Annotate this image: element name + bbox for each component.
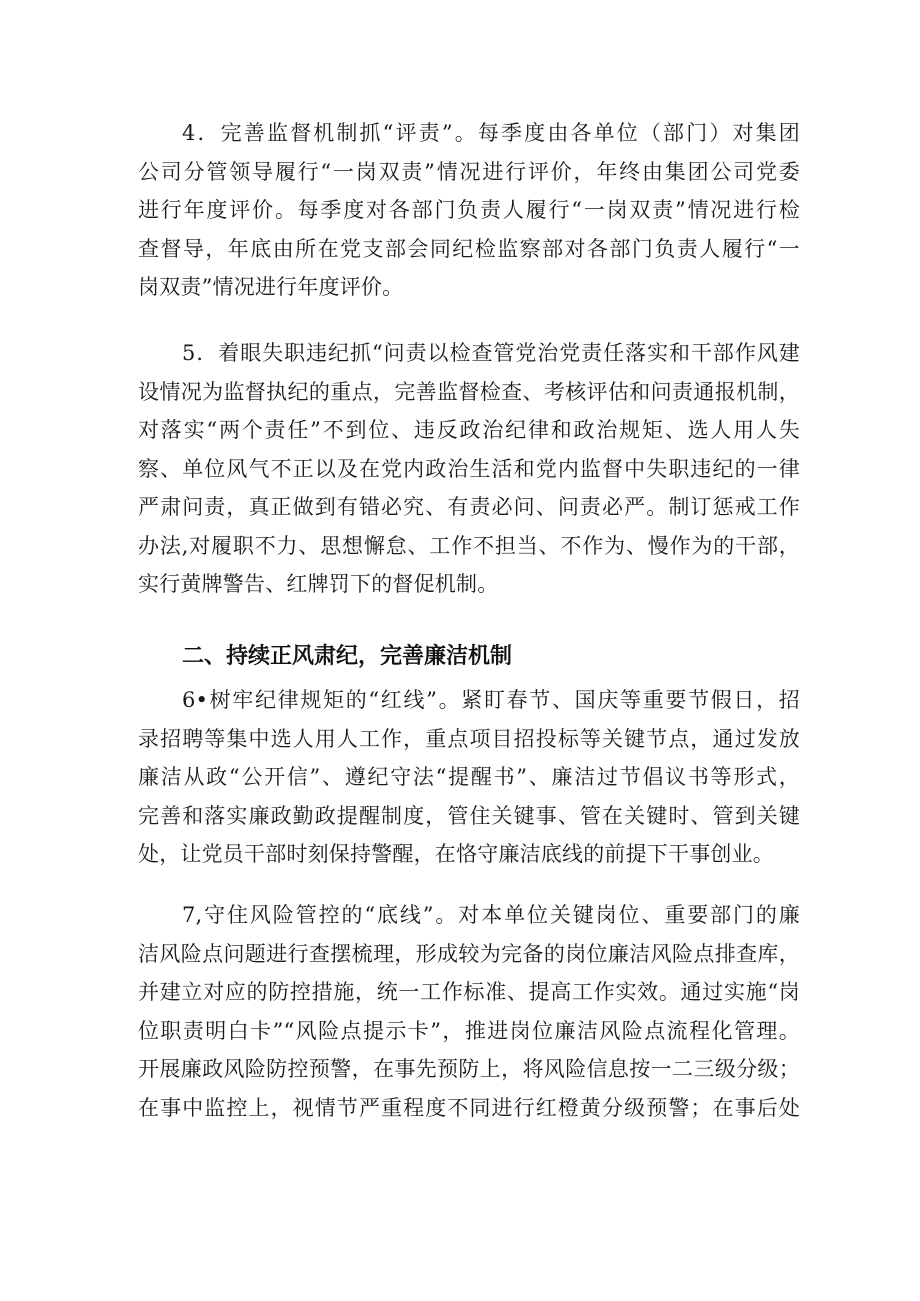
text-line: 进行年度评价。每季度对各部门负责人履行“一岗双责”情况进行检	[138, 198, 800, 222]
text-line: 洁风险点问题进行查摆梳理，形成较为完备的岗位廉洁风险点排查库，	[138, 941, 800, 966]
paragraph-item-4	[138, 114, 800, 307]
text-line: 5．着眼失职违纪抓“问责以检查管党治党责任落实和干部作风建	[182, 341, 800, 365]
text-line: 岗双责”情况进行年度评价。	[138, 275, 404, 299]
text-line: 完善和落实廉政勤政提醒制度，管住关键事、管在关键时、管到关键	[138, 803, 800, 828]
text-line: 实行黄牌警告、红牌罚下的督促机制。	[138, 572, 499, 596]
text-line: 察、单位风气不正以及在党内政治生活和党内监督中失职违纪的一律	[138, 456, 800, 481]
section-heading: 二、持续正风肃纪，完善廉洁机制	[182, 644, 513, 669]
text-line: 严肃问责，真正做到有错必究、有责必问、问责必严。制订惩戒工作	[138, 495, 800, 519]
text-line: 设情况为监督执纪的重点，完善监督检查、考核评估和问责通报机制，	[138, 379, 800, 404]
text-line: 并建立对应的防控措施，统一工作标准、提高工作实效。通过实施“岗	[138, 980, 800, 1004]
text-line: 6•树牢纪律规矩的“红线”。紧盯春节、国庆等重要节假日，招	[182, 688, 800, 712]
text-line: 位职责明白卡”“风险点提示卡”，推进岗位廉洁风险点流程化管理。	[138, 1018, 800, 1043]
text-line: 录招聘等集中选人用人工作，重点项目招投标等关键节点，通过发放	[138, 726, 800, 751]
paragraph-item-7	[138, 896, 800, 1127]
text-line: 公司分管领导履行“一岗双责”情况进行评价，年终由集团公司党委	[138, 159, 800, 184]
text-line: 对落实“两个责任”不到位、违反政治纪律和政治规矩、选人用人失	[138, 418, 800, 442]
text-line: 办法,对履职不力、思想懈怠、工作不担当、不作为、慢作为的干部，	[138, 533, 800, 558]
text-line: 开展廉政风险防控预警，在事先预防上，将风险信息按一二三级分级；	[138, 1057, 800, 1081]
text-line: 4．完善监督机制抓“评责”。每季度由各单位（部门）对集团	[182, 121, 800, 145]
text-line: 在事中监控上，视情节严重程度不同进行红橙黄分级预警；在事后处	[138, 1095, 800, 1120]
paragraph-item-5	[138, 334, 800, 604]
text-line: 处，让党员干部时刻保持警醒，在恪守廉洁底线的前提下干事创业。	[138, 842, 774, 866]
text-line: 查督导，年底由所在党支部会同纪检监察部对各部门负责人履行“一	[138, 236, 800, 261]
text-line: 廉洁从政“公开信”、遵纪守法“提醒书”、廉洁过节倡议书等形式，	[138, 765, 800, 789]
text-line: 7,守住风险管控的“底线”。对本单位关键岗位、重要部门的廉	[182, 903, 800, 927]
paragraph-item-6	[138, 681, 800, 874]
